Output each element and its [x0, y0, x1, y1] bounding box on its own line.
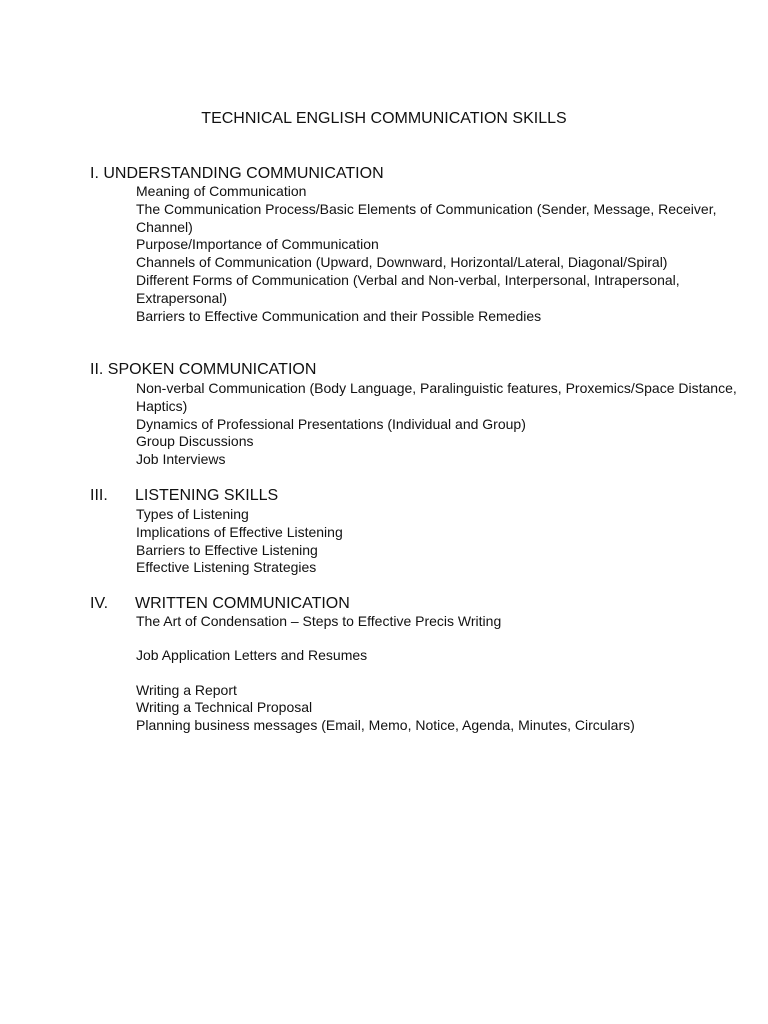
- section-list-listening-skills: [136, 506, 746, 577]
- section-number: III.: [90, 487, 108, 504]
- list-item: Effective Listening Strategies: [136, 559, 317, 576]
- list-item: Barriers to Effective Communication and their Possible Remedies: [136, 307, 542, 324]
- section-heading-written-communication: [90, 594, 350, 614]
- list-item: Writing a Technical Proposal: [136, 699, 313, 716]
- list-item: Dynamics of Professional Presentations (Individual and Group): [136, 415, 526, 432]
- list-item: Purpose/Importance of Communication: [136, 236, 379, 253]
- list-item: Job Application Letters and Resumes: [136, 646, 368, 663]
- section-list-spoken-communication: [136, 380, 746, 469]
- list-item: Planning business messages (Email, Memo, Notice, Agenda, Minutes, Circulars): [136, 717, 635, 734]
- section-heading-listening-skills: [90, 486, 278, 506]
- list-item: The Communication Process/Basic Elements of Communication (Sender, Message, Receiver, Channel): [136, 200, 717, 235]
- section-number: IV.: [90, 595, 109, 612]
- list-item: Different Forms of Communication (Verbal and Non-verbal, Interpersonal, Intrapersonal, Extrapersonal): [136, 271, 680, 306]
- list-item: Meaning of Communication: [136, 183, 307, 199]
- list-item: Types of Listening: [136, 506, 249, 522]
- list-item: Non-verbal Communication (Body Language, Paralinguistic features, Proxemics/Space Distance, Haptics): [136, 380, 737, 414]
- section-list-written-communication: [136, 613, 746, 735]
- list-item: Job Interviews: [136, 451, 226, 468]
- section-title: LISTENING SKILLS: [135, 487, 279, 504]
- list-item: Channels of Communication (Upward, Downward, Horizontal/Lateral, Diagonal/Spiral): [136, 254, 668, 271]
- document-title: TECHNICAL ENGLISH COMMUNICATION SKILLS: [201, 110, 567, 127]
- section-heading-understanding-communication: I. UNDERSTANDING COMMUNICATION: [90, 165, 384, 182]
- section-list-understanding-communication: [136, 183, 746, 325]
- list-item: Implications of Effective Listening: [136, 523, 343, 540]
- section-title: WRITTEN COMMUNICATION: [135, 595, 350, 612]
- section-heading-spoken-communication: II. SPOKEN COMMUNICATION: [90, 361, 317, 378]
- list-item: The Art of Condensation – Steps to Effective Precis Writing: [136, 613, 502, 629]
- list-item: Group Discussions: [136, 433, 254, 450]
- list-item: Barriers to Effective Listening: [136, 541, 318, 558]
- list-item: Writing a Report: [136, 681, 237, 698]
